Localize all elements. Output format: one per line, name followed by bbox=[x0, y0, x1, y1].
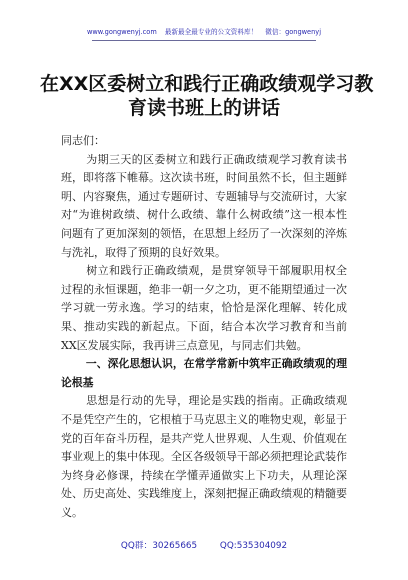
document-body bbox=[61, 132, 347, 522]
footer-qq: QQ:535304092 bbox=[219, 541, 288, 551]
header-site-link[interactable]: www.gongwenyj.com bbox=[86, 28, 157, 36]
section-heading-1: 一、深化思想认识，在常学常新中筑牢正确政绩观的理论根基 bbox=[61, 357, 347, 389]
title-line-2: 育读书班上的讲话 bbox=[127, 97, 280, 119]
page-header bbox=[0, 27, 408, 37]
paragraph-1: 为期三天的区委树立和践行正确政绩观学习教育读书班，即将落下帷幕。这次读书班，时间虽然不长，但主题鲜明、内容聚焦，通过专题研讨、专题辅导与交流研讨，大家对“为谁树政绩、树什么政绩、靠什么树政绩”这一根本性问题有了更加深刻的领悟，在思想上经历了一次深刻的淬炼与洗礼，取得了预期的良好效果。 bbox=[61, 152, 347, 259]
paragraph-2: 树立和践行正确政绩观，是贯穿领导干部履职用权全过程的永恒课题，绝非一朝一夕之功，更不能期望通过一次学习就一劳永逸。学习的结束，恰恰是深化理解、转化成果、推动实践的新起点。下面，结合本次学习教育和当前XX区发展实际，我再讲三点意见，与同志们共勉。 bbox=[61, 264, 347, 352]
footer-qq-group: QQ群：30265665 bbox=[120, 541, 198, 551]
header-slogan: 最新最全最专业的公文资料库！ bbox=[164, 28, 258, 36]
document-title bbox=[40, 72, 374, 120]
page-footer bbox=[0, 538, 408, 551]
header-divider bbox=[92, 40, 316, 41]
header-wechat: 微信：gongwenyj bbox=[265, 28, 322, 36]
paragraph-3: 思想是行动的先导，理论是实践的指南。正确政绩观不是凭空产生的，它根植于马克思主义的唯物史观，彰显于党的百年奋斗历程，是共产党人世界观、人生观、价值观在事业观上的集中体现。全区各级领导干部必须把理论武装作为终身必修课，持续在学懂弄通做实上下功夫，从理论深处、历史高处、实践维度上，深刻把握正确政绩观的精髓要义。 bbox=[61, 394, 347, 519]
title-line-1: 在XX区委树立和践行正确政绩观学习教 bbox=[40, 73, 374, 95]
salutation: 同志们： bbox=[61, 134, 105, 147]
